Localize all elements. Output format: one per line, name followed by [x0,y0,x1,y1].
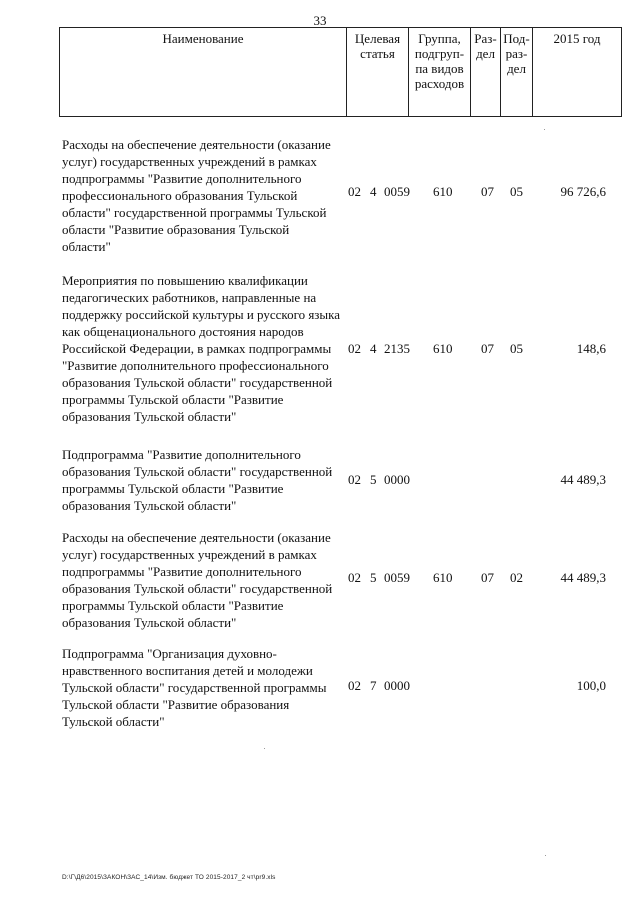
scan-speck [545,855,546,856]
page-number: 33 [313,13,327,28]
row-name-line: Расходы на обеспечение деятельности (оказание [62,137,331,152]
row-name [62,446,347,514]
row-name-line: поддержку российской культуры и русского языка [62,307,341,322]
header-subsection-line: дел [507,61,526,76]
amount-2015: 148,6 [576,341,606,356]
amount-2015: 100,0 [576,678,606,693]
row-name-line: Подпрограмма "Развитие дополнительного [62,447,301,462]
header-subsection-line: раз- [505,46,528,61]
row-name-line: Подпрограмма "Организация духовно- [62,646,277,661]
expense-group: 610 [433,184,453,199]
header-subsection [500,28,532,116]
row-name-line: нравственного воспитания детей и молодежи [62,663,313,678]
header-year: 2015 год [532,28,621,116]
expense-group: 610 [433,570,453,585]
row-name-line: образования Тульской области" [62,498,237,513]
row-name-line: области" [62,239,111,254]
table-header [59,27,622,117]
row-name-line: образования Тульской области" государственной [62,464,333,479]
row-name-line: услуг) государственных учреждений в рамках [62,547,317,562]
row-name-line: подпрограммы "Развитие дополнительного [62,171,302,186]
code-program: 02 [348,678,361,693]
code-program: 02 [348,341,361,356]
header-target [346,28,408,116]
expense-group: 610 [433,341,453,356]
scan-speck [544,129,545,130]
row-name [62,272,347,425]
file-path-footer: D:\Г\Д6\2015\ЗАКОН\ЗАС_14\Изм. бюджет ТО 2015-2017_2 чт\pr9.xls [62,874,276,881]
row-name-line: образования Тульской области" [62,409,237,424]
code-direction: 0059 [384,570,410,585]
header-section [470,28,500,116]
row-name-line: услуг) государственных учреждений в рамках [62,154,317,169]
row-name-line: Мероприятия по повышению квалификации [62,273,308,288]
code-direction: 0059 [384,184,410,199]
code-direction: 2135 [384,341,410,356]
amount-2015: 96 726,6 [560,184,606,199]
row-name-line: образования Тульской области" государственной [62,581,333,596]
code-direction: 0000 [384,678,410,693]
row-name-line: образования Тульской области" [62,615,237,630]
amount-2015: 44 489,3 [560,570,606,585]
code-subprogram: 4 [370,341,377,356]
row-name-line: образования Тульской области" государственной [62,375,333,390]
row-name-line: педагогических работников, направленные на [62,290,317,305]
row-name-line: Тульской области "Развитие образования [62,697,290,712]
header-target-line: статья [360,46,395,61]
row-name-line: Тульской области" государственной программы [62,680,327,695]
amount-2015: 44 489,3 [560,472,606,487]
section-code: 07 [481,570,494,585]
row-name [62,136,347,255]
section-code: 07 [481,184,494,199]
header-group-line: Группа, [418,31,461,46]
row-name-line: программы Тульской области "Развитие [62,392,284,407]
subsection-code: 02 [510,570,523,585]
row-name-line: Тульской области" [62,714,165,729]
section-code: 07 [481,341,494,356]
header-name: Наименование [162,31,244,46]
code-subprogram: 5 [370,570,377,585]
subsection-code: 05 [510,341,523,356]
row-name-line: Расходы на обеспечение деятельности (оказание [62,530,331,545]
header-section-line: дел [476,46,495,61]
code-program: 02 [348,570,361,585]
code-direction: 0000 [384,472,410,487]
header-target-line: Целевая [354,31,401,46]
row-name [62,529,347,631]
header-group-line: па видов [415,61,464,76]
row-name-line: как общенационального достояния народов [62,324,304,339]
row-name-line: "Развитие дополнительного профессионального [62,358,329,373]
scan-speck [264,748,265,749]
row-name-line: программы Тульской области "Развитие [62,481,284,496]
header-group [408,28,470,116]
row-name-line: области" государственной программы Тульской [62,205,327,220]
code-program: 02 [348,184,361,199]
row-name-line: области "Развитие образования Тульской [62,222,290,237]
row-name-line: подпрограммы "Развитие дополнительного [62,564,302,579]
code-subprogram: 5 [370,472,377,487]
header-group-line: подгруп- [414,46,465,61]
row-name-line: программы Тульской области "Развитие [62,598,284,613]
header-subsection-line: Под- [503,31,530,46]
row-name [62,645,347,730]
subsection-code: 05 [510,184,523,199]
row-name-line: Российской Федерации, в рамках подпрограммы [62,341,332,356]
header-section-line: Раз- [474,31,497,46]
header-group-line: расходов [414,76,465,91]
code-program: 02 [348,472,361,487]
code-subprogram: 4 [370,184,377,199]
code-subprogram: 7 [370,678,377,693]
row-name-line: профессионального образования Тульской [62,188,298,203]
